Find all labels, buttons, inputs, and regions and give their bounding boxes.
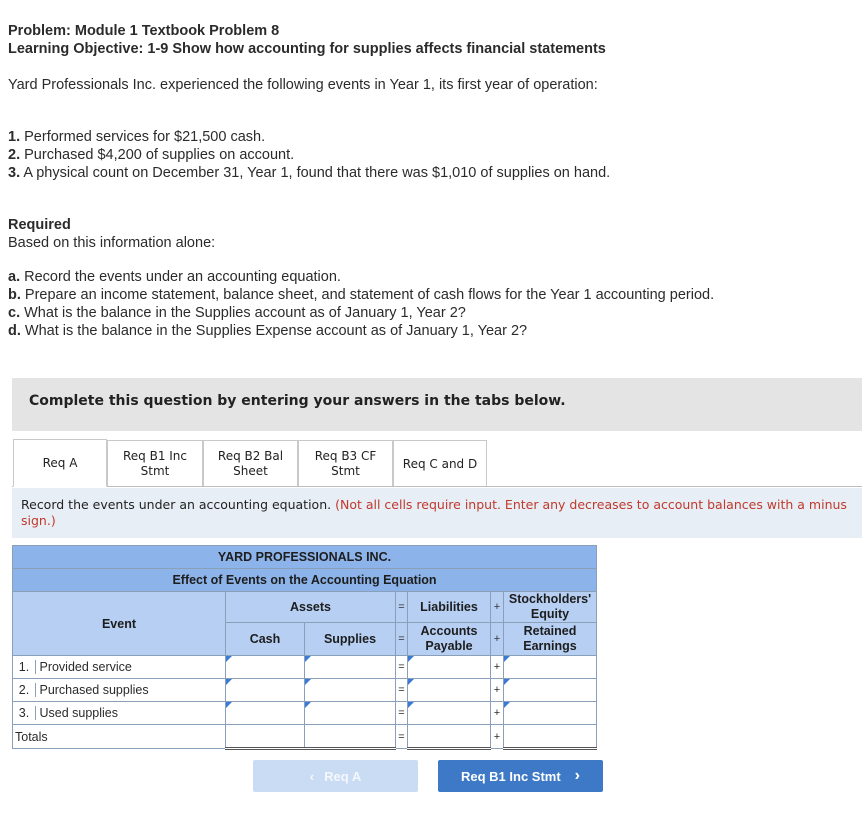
required-subtitle: Based on this information alone:: [8, 235, 216, 251]
equals-sign: =: [396, 656, 408, 679]
equals-sign: =: [396, 592, 408, 623]
event-label: 1. Provided service: [13, 656, 226, 679]
totals-row: [13, 725, 597, 749]
table-row: [13, 656, 597, 679]
supplies-input[interactable]: [305, 702, 396, 725]
tab-instruction: Record the events under an accounting equation. (Not all cells require input. Enter any decreases to account balances with a minus sign.): [12, 488, 862, 538]
plus-sign: +: [491, 725, 504, 749]
tab-req-b1[interactable]: Req B1 Inc Stmt: [107, 440, 203, 487]
plus-sign: +: [491, 592, 504, 623]
accounts-payable-input[interactable]: [408, 679, 491, 702]
instructions-banner: Complete this question by entering your answers in the tabs below.: [12, 378, 862, 431]
equals-sign: =: [396, 623, 408, 656]
supplies-input[interactable]: [305, 679, 396, 702]
cash-input[interactable]: [226, 702, 305, 725]
chevron-left-icon: ‹: [309, 768, 315, 784]
cash-total: [226, 725, 305, 749]
table-row: [13, 679, 597, 702]
event-label: 2. Purchased supplies: [13, 679, 226, 702]
totals-label: Totals: [13, 725, 226, 749]
plus-sign: +: [491, 623, 504, 656]
cash-input[interactable]: [226, 679, 305, 702]
event-item: 2. Purchased $4,200 of supplies on account.: [8, 147, 295, 163]
accounts-payable-header: Accounts Payable: [408, 623, 491, 656]
company-name: YARD PROFESSIONALS INC.: [13, 546, 597, 569]
event-label: 3. Used supplies: [13, 702, 226, 725]
tab-req-a[interactable]: Req A: [13, 439, 107, 487]
tab-req-b3[interactable]: Req B3 CF Stmt: [298, 440, 393, 487]
event-item: 1. Performed services for $21,500 cash.: [8, 129, 266, 145]
cash-header: Cash: [226, 623, 305, 656]
equals-sign: =: [396, 679, 408, 702]
intro-text: Yard Professionals Inc. experienced the following events in Year 1, its first year of operation:: [8, 77, 598, 93]
assets-header: Assets: [226, 592, 396, 623]
next-button[interactable]: Req B1 Inc Stmt ›: [438, 760, 603, 792]
prev-button[interactable]: ‹ Req A: [253, 760, 418, 792]
required-heading: Required: [8, 217, 71, 233]
required-item: c. What is the balance in the Supplies account as of January 1, Year 2?: [8, 305, 466, 321]
required-item: d. What is the balance in the Supplies Expense account as of January 1, Year 2?: [8, 323, 528, 339]
retained-earnings-input[interactable]: [504, 679, 597, 702]
accounts-payable-input[interactable]: [408, 656, 491, 679]
table-title: Effect of Events on the Accounting Equation: [13, 569, 597, 592]
liabilities-header: Liabilities: [408, 592, 491, 623]
cash-input[interactable]: [226, 656, 305, 679]
event-column-header: Event: [13, 592, 226, 656]
learning-objective: Learning Objective: 1-9 Show how accounting for supplies affects financial statements: [8, 41, 606, 57]
plus-sign: +: [491, 656, 504, 679]
event-item: 3. A physical count on December 31, Year 1, found that there was $1,010 of supplies on hand.: [8, 165, 611, 181]
accounting-equation-table: [12, 545, 597, 750]
retained-earnings-header: Retained Earnings: [504, 623, 597, 656]
tab-divider: [12, 486, 862, 487]
equals-sign: =: [396, 725, 408, 749]
retained-earnings-total: [504, 725, 597, 749]
retained-earnings-input[interactable]: [504, 656, 597, 679]
supplies-input[interactable]: [305, 656, 396, 679]
supplies-header: Supplies: [305, 623, 396, 656]
chevron-right-icon: ›: [574, 767, 580, 784]
problem-title: Problem: Module 1 Textbook Problem 8: [8, 23, 280, 39]
retained-earnings-input[interactable]: [504, 702, 597, 725]
table-row: [13, 702, 597, 725]
plus-sign: +: [491, 679, 504, 702]
supplies-total: [305, 725, 396, 749]
equals-sign: =: [396, 702, 408, 725]
accounts-payable-input[interactable]: [408, 702, 491, 725]
required-item: b. Prepare an income statement, balance sheet, and statement of cash flows for the Year 1 accounting period.: [8, 287, 715, 303]
accounts-payable-total: [408, 725, 491, 749]
required-item: a. Record the events under an accounting equation.: [8, 269, 341, 285]
tab-req-b2[interactable]: Req B2 Bal Sheet: [203, 440, 298, 487]
plus-sign: +: [491, 702, 504, 725]
tab-req-c-d[interactable]: Req C and D: [393, 440, 487, 487]
stockholders-equity-header: Stockholders' Equity: [504, 592, 597, 623]
